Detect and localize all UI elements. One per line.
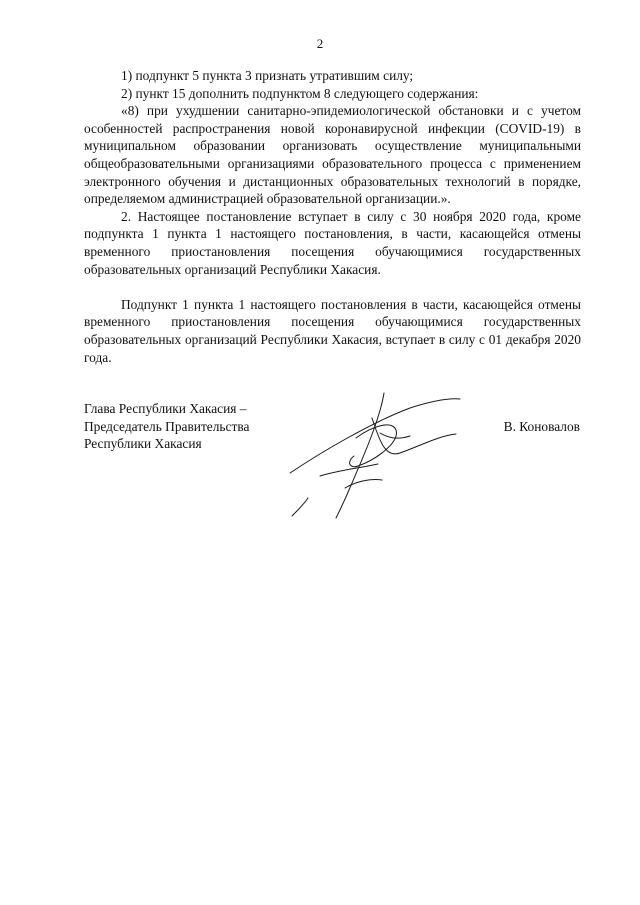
document-body: [84, 67, 581, 366]
signatory-title-line-3: Республики Хакасия: [84, 436, 202, 452]
signatory-title-line-1: Глава Республики Хакасия –: [84, 401, 247, 416]
handwritten-signature: [260, 378, 480, 528]
paragraph-5: Подпункт 1 пункта 1 настоящего постановления в части, касающейся отмены временного приостановления посещения обучающимися государственных образовательных организаций Республики Хакасия, вступает в силу с 01 декабря 2020 года.: [84, 296, 581, 365]
signatory-title: [84, 400, 249, 453]
signatory-title-line-2: Председатель Правительства: [84, 418, 250, 434]
paragraph-4: 2. Настоящее постановление вступает в силу с 30 ноября 2020 года, кроме подпункта 1 пункта 1 настоящего постановления, в части, касающейся отмены временного приостановления посещения обучающимися государственных образовательных организаций Республики Хакасия.: [84, 208, 581, 277]
page-number: 2: [316, 36, 324, 51]
signatory-name: В. Коновалов: [503, 419, 580, 434]
paragraph-2: 2) пункт 15 дополнить подпунктом 8 следующего содержания:: [121, 85, 479, 101]
paragraph-1: 1) подпункт 5 пункта 3 признать утратившим силу;: [121, 68, 414, 83]
paragraph-3: «8) при ухудшении санитарно-эпидемиологической обстановки и с учетом особенностей распространения новой коронавирусной инфекции (COVID-19) в муниципальном образовании организовать осуществление муниципальными общеобразовательными организациями образовательного процесса с применением электронного обучения и дистанционных образовательных технологий в порядке, определяемом администрацией образовательной организации.».: [84, 103, 581, 207]
